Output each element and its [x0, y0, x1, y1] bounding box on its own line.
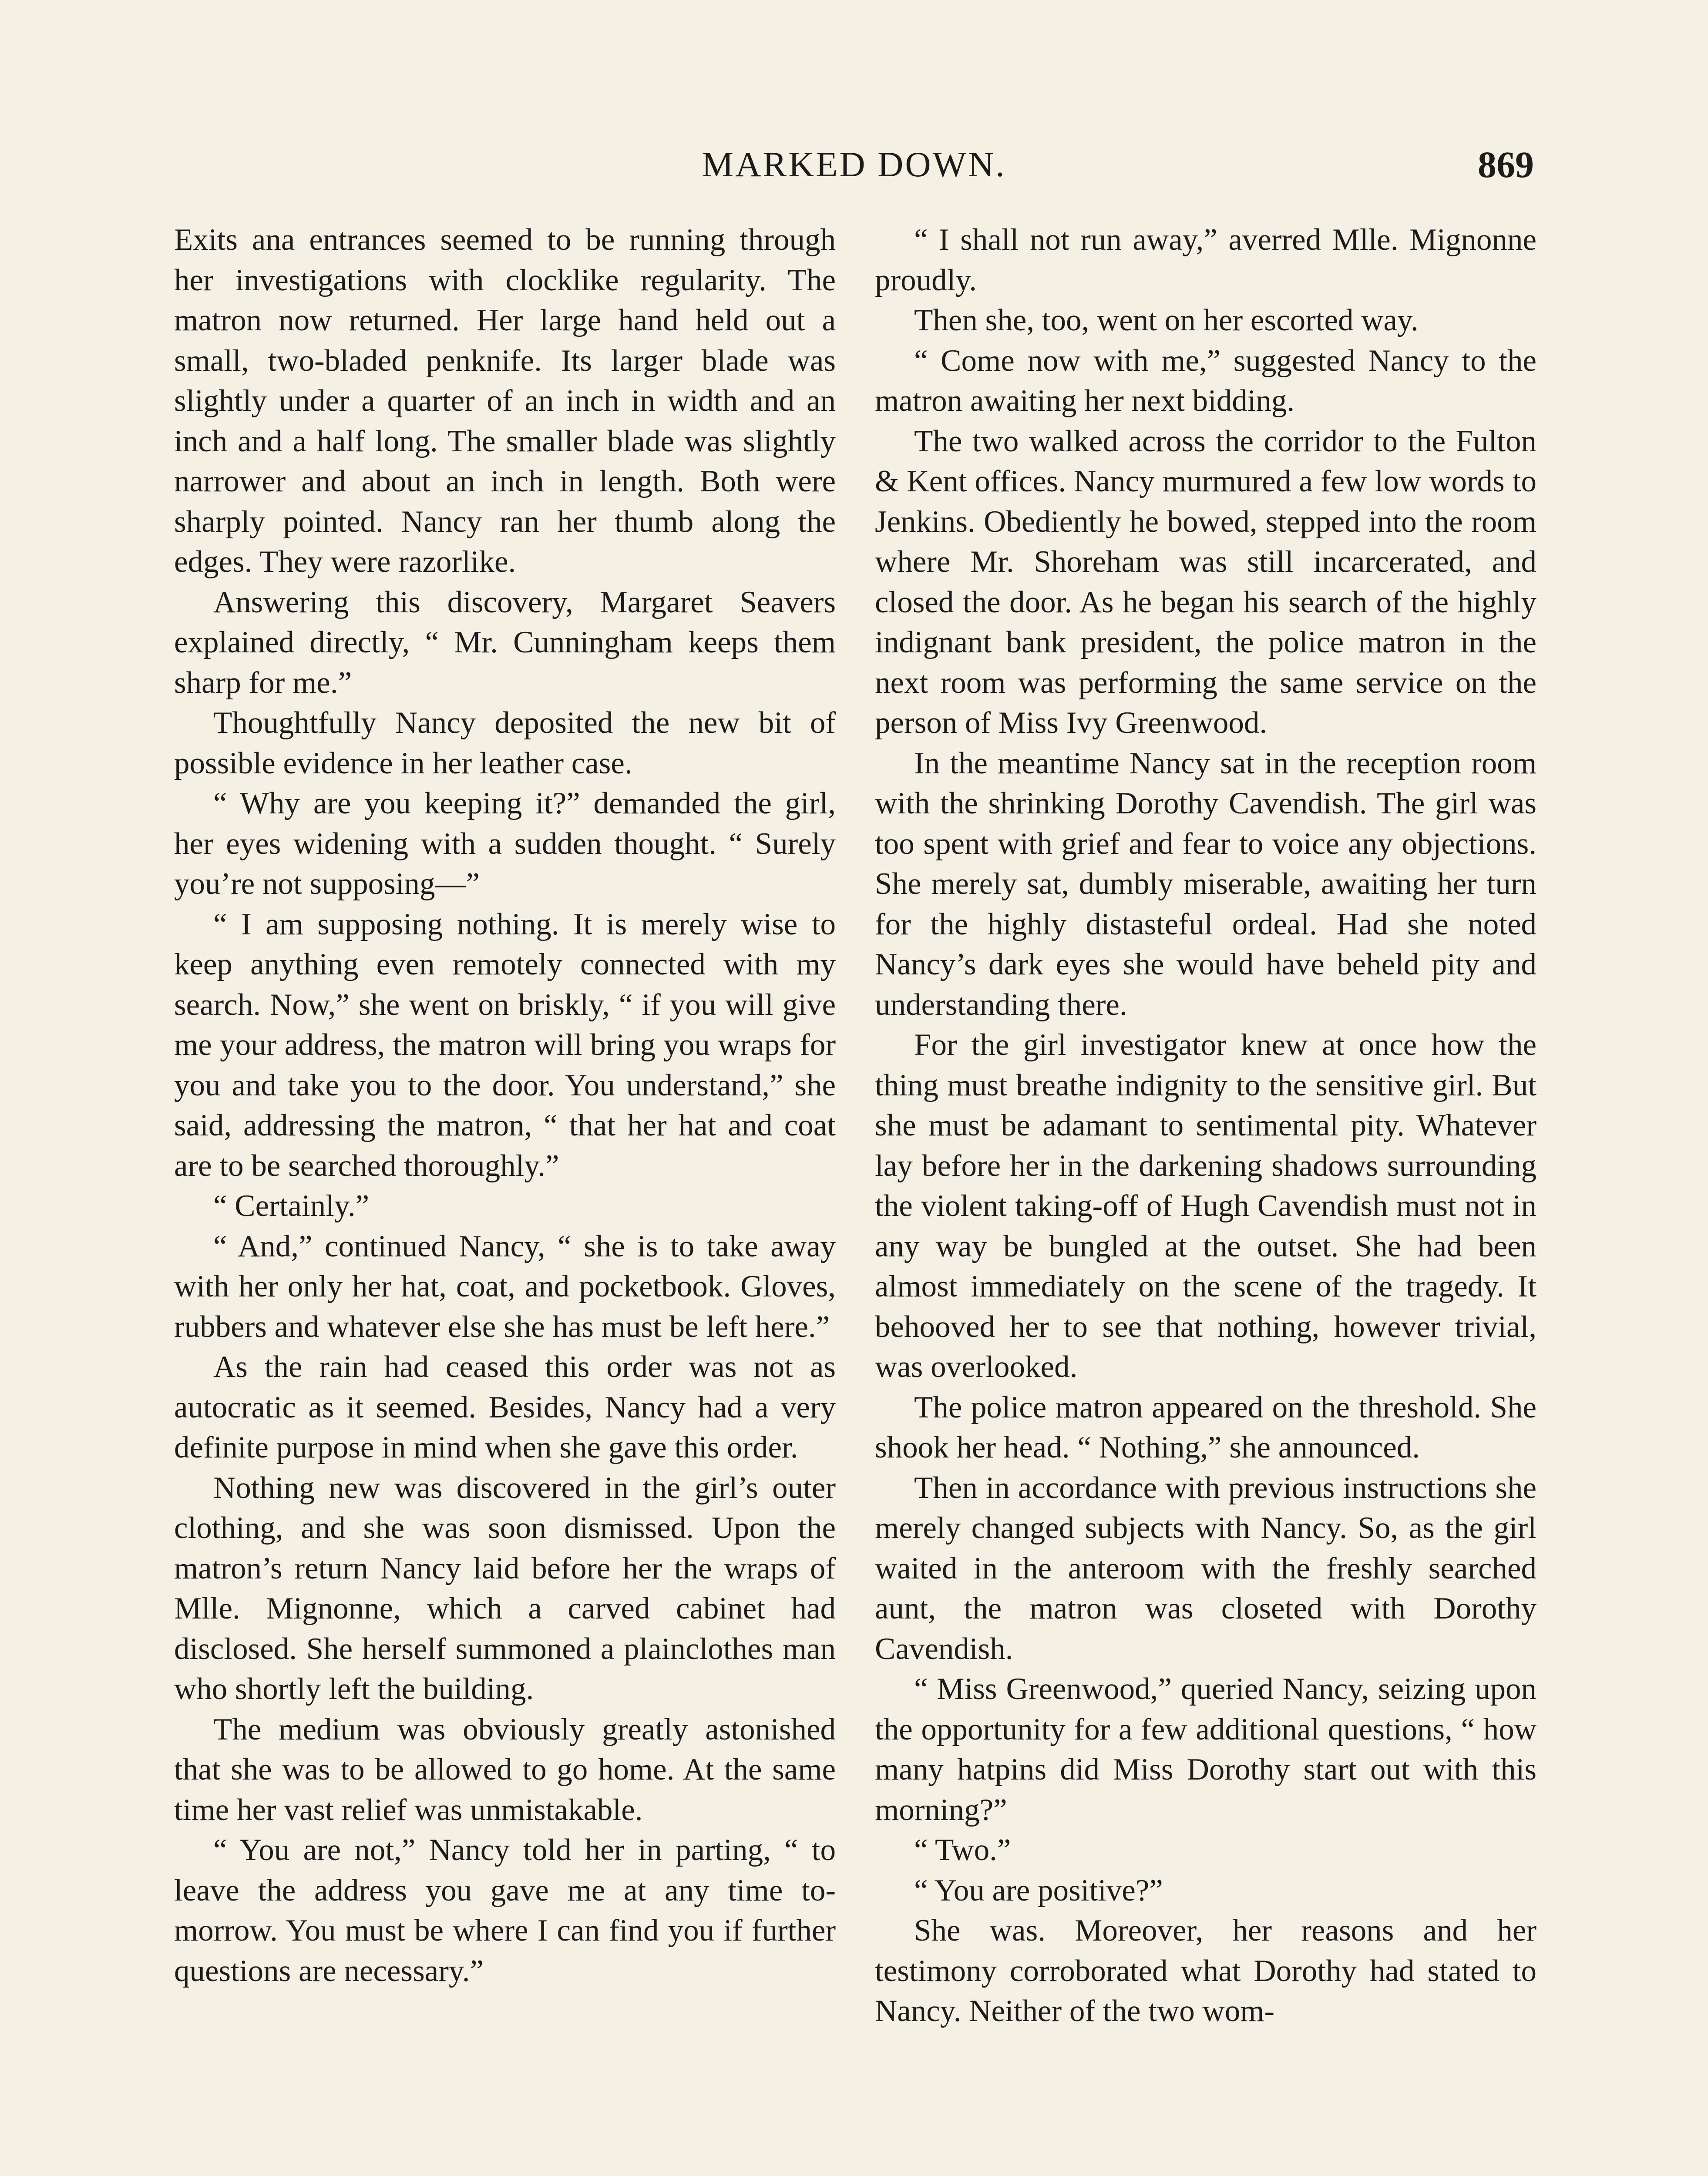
- paragraph: For the girl investigator knew at once how the thing must breathe indignity to the sensitive girl. But she must be adamant to sentimental pity. Whatever lay before her in the darkening shadows surrounding the violent taking-off of Hugh Cavendish must not in any way be bungled at the outset. She had been almost immediately on the scene of the tragedy. It behooved her to see that nothing, however trivial, was overlooked.: [875, 1028, 1537, 1384]
- paragraph: Answering this discovery, Margaret Seavers explained directly, “ Mr. Cunningham keeps them sharp for me.”: [174, 585, 836, 700]
- paragraph: “ You are positive?”: [914, 1873, 1163, 1907]
- page-header: [174, 138, 1534, 191]
- paragraph: “ Two.”: [914, 1833, 1011, 1867]
- paragraph: The police matron appeared on the threshold. She shook her head. “ Nothing,” she announced.: [875, 1390, 1537, 1464]
- paragraph: The medium was obviously greatly astonished that she was to be allowed to go home. At the same time her vast relief was unmistakable.: [174, 1712, 836, 1827]
- running-title: MARKED DOWN.: [702, 144, 1006, 184]
- paragraph: Thoughtfully Nancy deposited the new bit of possible evidence in her leather case.: [174, 706, 836, 780]
- left-column: [174, 220, 836, 1991]
- paragraph: Then she, too, went on her escorted way.: [914, 303, 1419, 337]
- paragraph: Nothing new was discovered in the girl’s outer clothing, and she was soon dismissed. Upon the matron’s return Nancy laid before her the wraps of Mlle. Mignonne, which a carved cabinet had disclosed. She herself summoned a plainclothes man who shortly left the building.: [174, 1471, 836, 1706]
- paragraph: Then in accordance with previous instructions she merely changed subjects with Nancy. So, as the girl waited in the anteroom with the freshly searched aunt, the matron was closeted with Dorothy Cavendish.: [875, 1471, 1537, 1666]
- paragraph: As the rain had ceased this order was not as autocratic as it seemed. Besides, Nancy had a very definite purpose in mind when she gave this order.: [174, 1350, 836, 1464]
- paragraph: In the meantime Nancy sat in the reception room with the shrinking Dorothy Cavendish. The girl was too spent with grief and fear to voice any objections. She merely sat, dumbly miserable, awaiting her turn for the highly distasteful ordeal. Had she noted Nancy’s dark eyes she would have beheld pity and understanding there.: [875, 746, 1537, 1022]
- paragraph: “ Come now with me,” suggested Nancy to the matron awaiting her next bidding.: [875, 343, 1537, 418]
- paragraph: “ Why are you keeping it?” demanded the girl, her eyes widening with a sudden thought. “ Surely you’re not supposing—”: [174, 786, 836, 901]
- paragraph: “ I shall not run away,” averred Mlle. Mignonne proudly.: [875, 223, 1537, 297]
- right-column: [875, 220, 1537, 2032]
- paragraph: She was. Moreover, her reasons and her testimony corroborated what Dorothy had stated to Nancy. Neither of the two wom-: [875, 1914, 1537, 2028]
- paragraph: “ I am supposing nothing. It is merely wise to keep anything even remotely connected with my search. Now,” she went on briskly, “ if you will give me your address, the matron will bring you wraps for you and take you to the door. You understand,” she said, addressing the matron, “ that her hat and coat are to be searched thoroughly.”: [174, 907, 836, 1183]
- paragraph: “ Certainly.”: [213, 1189, 370, 1223]
- paragraph: Exits ana entrances seemed to be running through her investigations with clocklike regularity. The matron now returned. Her large hand held out a small, two-bladed penknife. Its larger blade was slightly under a quarter of an inch in width and an inch and a half long. The smaller blade was slightly narrower and about an inch in length. Both were sharply pointed. Nancy ran her thumb along the edges. They were razorlike.: [174, 223, 836, 579]
- paragraph: “ Miss Greenwood,” queried Nancy, seizing upon the opportunity for a few additional questions, “ how many hatpins did Miss Dorothy start out with this morning?”: [875, 1672, 1537, 1827]
- paragraph: “ And,” continued Nancy, “ she is to take away with her only her hat, coat, and pocketbook. Gloves, rubbers and whatever else she has must be left here.”: [174, 1229, 836, 1344]
- paragraph: The two walked across the corridor to the Fulton & Kent offices. Nancy murmured a few low words to Jenkins. Obediently he bowed, stepped into the room where Mr. Shoreham was still incarcerated, and closed the door. As he began his search of the highly indignant bank president, the police matron in the next room was performing the same service on the person of Miss Ivy Greenwood.: [875, 424, 1537, 740]
- page-number: 869: [1478, 144, 1534, 185]
- paragraph: “ You are not,” Nancy told her in parting, “ to leave the address you gave me at any time to-morrow. You must be where I can find you if further questions are necessary.”: [174, 1833, 836, 1988]
